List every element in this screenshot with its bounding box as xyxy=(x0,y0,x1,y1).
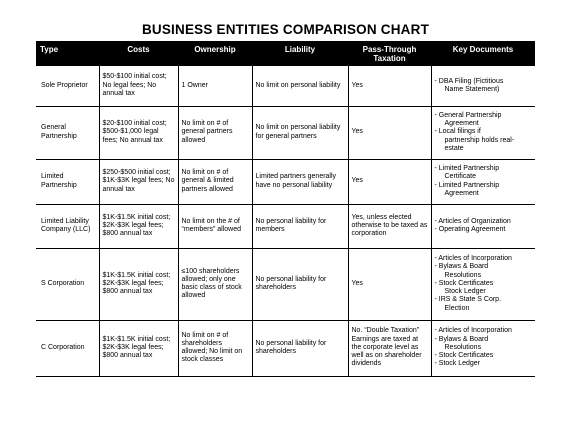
document-item: Stock Ledger xyxy=(444,288,486,296)
cell-taxation: Yes xyxy=(348,248,431,320)
cell-liability: No limit on personal liability xyxy=(252,66,348,106)
header-liability: Liability xyxy=(252,41,348,66)
cell-type: Sole Proprietor xyxy=(36,66,99,106)
cell-documents xyxy=(431,320,535,376)
document-item: - IRS & State S Corp. xyxy=(434,296,502,304)
document-item: - General Partnership xyxy=(434,111,502,119)
cell-costs: $1K-$1.5K initial cost; $2K-$3K legal fees; $800 annual tax xyxy=(99,248,178,320)
cell-liability: No personal liability for shareholders xyxy=(252,320,348,376)
cell-ownership: 1 Owner xyxy=(178,66,252,106)
document-item: Election xyxy=(444,304,470,312)
table-row xyxy=(36,320,535,376)
document-item: - Limited Partnership xyxy=(434,181,500,189)
cell-liability: No personal liability for shareholders xyxy=(252,248,348,320)
header-pass-through-taxation: Pass-Through Taxation xyxy=(348,41,431,66)
cell-documents xyxy=(431,204,535,248)
header-ownership: Ownership xyxy=(178,41,252,66)
header-type: Type xyxy=(36,41,99,66)
document-item: - Bylaws & Board xyxy=(434,335,489,343)
cell-taxation: Yes, unless elected otherwise to be taxed as corporation xyxy=(348,204,431,248)
document-item: - Stock Certificates xyxy=(434,352,494,360)
document-item: - Local filings if xyxy=(434,128,481,136)
document-item: - Articles of Organization xyxy=(434,217,511,225)
cell-documents xyxy=(431,159,535,204)
cell-taxation: Yes xyxy=(348,66,431,106)
cell-taxation: Yes xyxy=(348,106,431,159)
cell-type: Limited Liability Company (LLC) xyxy=(36,204,99,248)
document-item: Resolutions xyxy=(444,343,482,351)
document-item: Agreement xyxy=(444,189,479,197)
document-item: - Articles of Incorporation xyxy=(434,255,512,263)
cell-costs: $1K-$1.5K initial cost; $2K-$3K legal fees; $800 annual tax xyxy=(99,204,178,248)
document-item: Certificate xyxy=(444,173,477,181)
cell-liability: No personal liability for members xyxy=(252,204,348,248)
document-item: - Bylaws & Board xyxy=(434,263,489,271)
header-costs: Costs xyxy=(99,41,178,66)
cell-liability: No limit on personal liability for general partners xyxy=(252,106,348,159)
cell-documents xyxy=(431,106,535,159)
document-item: Name Statement) xyxy=(444,85,500,93)
header-row xyxy=(36,41,535,66)
table-row xyxy=(36,66,535,106)
cell-type: S Corporation xyxy=(36,248,99,320)
cell-ownership: No limit on # of general partners allowed xyxy=(178,106,252,159)
document-item: - Stock Certificates xyxy=(434,279,494,287)
table-row xyxy=(36,204,535,248)
cell-taxation: No. “Double Taxation” Earnings are taxed at the corporate level as well as on shareholder dividends xyxy=(348,320,431,376)
cell-type: C Corporation xyxy=(36,320,99,376)
document-item: - DBA Filing (Fictitious xyxy=(434,77,504,85)
cell-ownership: ≤100 shareholders allowed; only one basic class of stock allowed xyxy=(178,248,252,320)
cell-documents xyxy=(431,66,535,106)
cell-ownership: No limit on the # of “members” allowed xyxy=(178,204,252,248)
chart-title: BUSINESS ENTITIES COMPARISON CHART xyxy=(141,22,430,37)
comparison-table xyxy=(36,41,535,377)
header-key-documents: Key Documents xyxy=(431,41,535,66)
document-item: - Limited Partnership xyxy=(434,165,500,173)
document-item: partnership holds real- xyxy=(444,136,515,144)
cell-costs: $20-$100 initial cost; $500-$1,000 legal fees; No annual tax xyxy=(99,106,178,159)
cell-type: General Partnership xyxy=(36,106,99,159)
cell-ownership: No limit on # of shareholders allowed; No limit on stock classes xyxy=(178,320,252,376)
document-item: - Operating Agreement xyxy=(434,226,506,233)
cell-costs: $1K-$1.5K initial cost; $2K-$3K legal fees; $800 annual tax xyxy=(99,320,178,376)
cell-ownership: No limit on # of general & limited partners allowed xyxy=(178,159,252,204)
cell-costs: $250-$500 initial cost; $1K-$3K legal fees; No annual tax xyxy=(99,159,178,204)
cell-taxation: Yes xyxy=(348,159,431,204)
document-item: estate xyxy=(444,144,464,152)
cell-costs: $50-$100 initial cost; No legal fees; No annual tax xyxy=(99,66,178,106)
table-row xyxy=(36,106,535,159)
cell-liability: Limited partners generally have no personal liability xyxy=(252,159,348,204)
table-row xyxy=(36,248,535,320)
table-row xyxy=(36,159,535,204)
document-item: Agreement xyxy=(444,120,479,128)
document-item: Resolutions xyxy=(444,271,482,279)
cell-type: Limited Partnership xyxy=(36,159,99,204)
document-item: - Stock Ledger xyxy=(434,360,481,368)
cell-documents xyxy=(431,248,535,320)
document-item: - Articles of Incorporation xyxy=(434,327,512,335)
